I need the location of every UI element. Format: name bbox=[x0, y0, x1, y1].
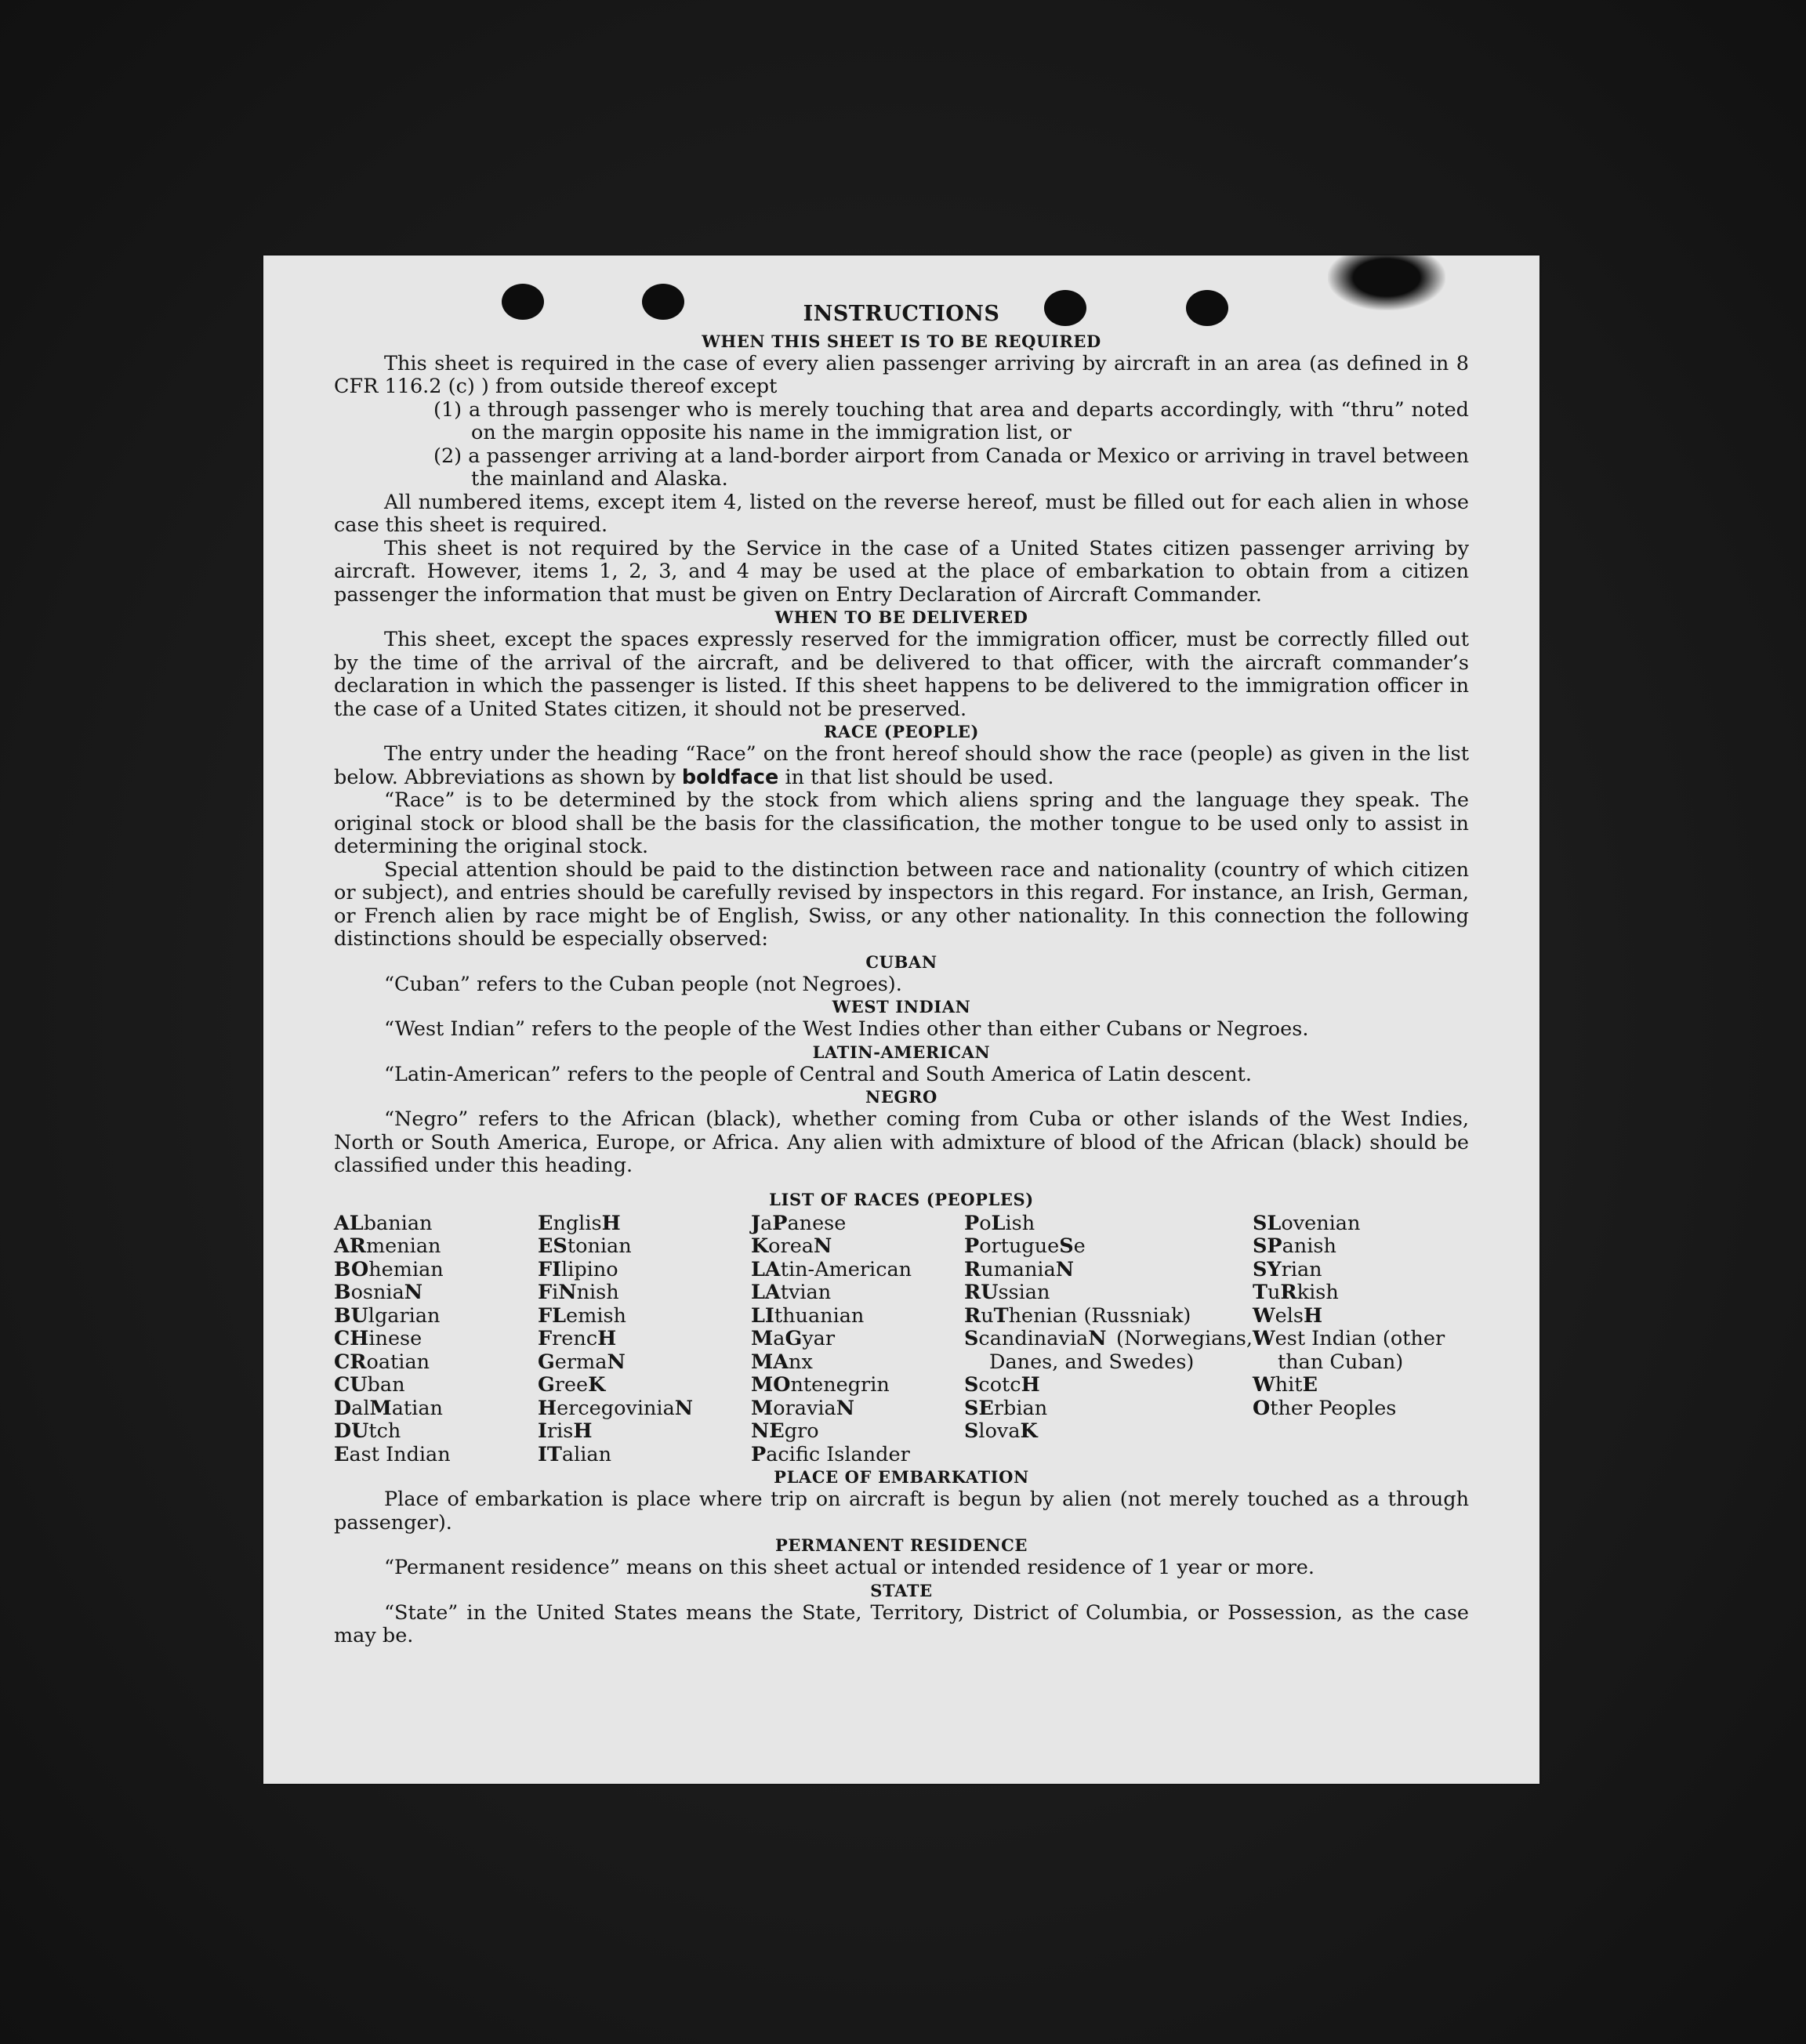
paragraph-delivered: This sheet, except the spaces expressly reserved for the immigration officer, must be correctly filled out by the time of the arrival of the aircraft, and be delivered to that officer, with the aircraft commander’s declaration in which the passenger is listed. If this sheet happens to be delivered to the immigration officer in the case of a United States citizen, it should not be preserved. bbox=[334, 628, 1469, 721]
race-entry bbox=[964, 1235, 1253, 1259]
section-heading-races-list: LIST OF RACES (PEOPLES) bbox=[769, 1189, 1034, 1209]
race-abbreviation: N bbox=[674, 1396, 694, 1420]
paragraph-west-indian: “West Indian” refers to the people of the West Indies other than either Cubans or Negroes. bbox=[384, 1017, 1309, 1041]
race-abbreviation: G bbox=[538, 1350, 555, 1374]
race-abbreviation: K bbox=[588, 1373, 606, 1397]
race-abbreviation: R bbox=[964, 1257, 981, 1281]
race-entry bbox=[1253, 1328, 1469, 1374]
race-name-part: hemian bbox=[368, 1257, 444, 1281]
race-name-part: atian bbox=[391, 1396, 443, 1420]
race-abbreviation: N bbox=[1088, 1327, 1107, 1350]
paragraph-cuban: “Cuban” refers to the Cuban people (not Negroes). bbox=[384, 972, 902, 996]
race-abbreviation: N bbox=[836, 1396, 855, 1420]
races-column bbox=[1253, 1212, 1469, 1467]
race-abbreviation: F bbox=[538, 1281, 553, 1304]
race-entry bbox=[334, 1328, 538, 1351]
paragraph-embarkation: Place of embarkation is place where trip on aircraft is begun by alien (not merely touched as a through passenger). bbox=[334, 1488, 1469, 1535]
race-entry bbox=[334, 1444, 538, 1467]
race-abbreviation: H bbox=[573, 1419, 593, 1443]
race-name-part: orea bbox=[768, 1234, 814, 1258]
race-abbreviation: D bbox=[334, 1396, 352, 1420]
race-name-part: o bbox=[979, 1211, 992, 1235]
race-name-part: rbian bbox=[993, 1396, 1048, 1420]
paragraph-race-nationality: Special attention should be paid to the distinction between race and nationality (country of which citizen or subject), and entries should be carefully revised by inspectors in this regard. For instance, an Irish, German, or French alien by race might be of English, Swiss, or any other nationality. In this connection the following distinctions should be especially observed: bbox=[334, 857, 1469, 951]
race-entry bbox=[334, 1305, 538, 1328]
race-abbreviation: W bbox=[1253, 1327, 1275, 1350]
race-entry bbox=[964, 1328, 1253, 1374]
race-entry bbox=[751, 1328, 964, 1351]
race-name-part: anese bbox=[787, 1211, 847, 1235]
race-abbreviation: M bbox=[751, 1396, 774, 1420]
race-abbreviation: H bbox=[1021, 1373, 1040, 1397]
race-entry bbox=[538, 1328, 751, 1351]
race-name-part: ercegovinia bbox=[557, 1396, 675, 1420]
section-heading-required: WHEN THIS SHEET IS TO BE REQUIRED bbox=[702, 331, 1101, 351]
race-text-bold: boldface bbox=[681, 765, 779, 789]
document-sheet bbox=[263, 256, 1539, 1784]
race-abbreviation: IT bbox=[538, 1442, 562, 1466]
race-entry bbox=[538, 1281, 751, 1305]
race-abbreviation: CR bbox=[334, 1350, 367, 1374]
race-abbreviation: E bbox=[334, 1442, 350, 1466]
race-entry bbox=[751, 1259, 964, 1282]
race-abbreviation: L bbox=[991, 1211, 1006, 1235]
race-abbreviation: W bbox=[1253, 1373, 1275, 1397]
race-entry bbox=[964, 1374, 1253, 1397]
race-abbreviation: K bbox=[751, 1234, 769, 1258]
race-abbreviation: H bbox=[538, 1396, 557, 1420]
race-abbreviation: SP bbox=[1253, 1234, 1282, 1258]
race-abbreviation: FL bbox=[538, 1303, 567, 1328]
race-abbreviation: H bbox=[1303, 1303, 1323, 1328]
race-name-part: i bbox=[552, 1281, 559, 1304]
race-abbreviation: N bbox=[558, 1281, 577, 1304]
race-abbreviation: ES bbox=[538, 1234, 568, 1258]
race-abbreviation: S bbox=[964, 1373, 979, 1397]
race-entry bbox=[334, 1212, 538, 1236]
race-name-part: lova bbox=[978, 1419, 1021, 1443]
race-name-part: lgarian bbox=[368, 1303, 441, 1328]
race-name-part: henian (Russniak) bbox=[1008, 1303, 1191, 1328]
race-abbreviation: T bbox=[993, 1303, 1009, 1328]
race-entry bbox=[334, 1259, 538, 1282]
race-name-part: osnia bbox=[350, 1281, 404, 1304]
race-abbreviation: BU bbox=[334, 1303, 368, 1328]
race-name-part: anish bbox=[1282, 1234, 1336, 1258]
race-abbreviation: NE bbox=[751, 1419, 785, 1443]
race-abbreviation: M bbox=[369, 1396, 392, 1420]
race-entry bbox=[334, 1397, 538, 1421]
race-name-part: a bbox=[760, 1211, 773, 1235]
race-abbreviation: N bbox=[404, 1281, 423, 1304]
race-entry bbox=[1253, 1235, 1469, 1259]
race-abbreviation: BO bbox=[334, 1257, 369, 1281]
race-name-part: acific Islander bbox=[766, 1442, 910, 1466]
race-name-part: cotc bbox=[978, 1373, 1021, 1397]
race-name-part: candinavia bbox=[978, 1327, 1089, 1350]
section-heading-cuban: CUBAN bbox=[865, 951, 937, 972]
race-name-part: hit bbox=[1275, 1373, 1303, 1397]
race-name-part: nish bbox=[576, 1281, 619, 1304]
race-abbreviation: LA bbox=[751, 1281, 781, 1304]
race-name-part: est Indian (other than Cuban) bbox=[1275, 1327, 1445, 1374]
race-name-part: ovenian bbox=[1281, 1211, 1361, 1235]
section-heading-delivered: WHEN TO BE DELIVERED bbox=[774, 607, 1028, 627]
races-column bbox=[538, 1212, 751, 1467]
race-abbreviation: S bbox=[964, 1327, 979, 1350]
race-name-part: thuanian bbox=[774, 1303, 865, 1328]
race-abbreviation: H bbox=[601, 1211, 621, 1235]
section-heading-latin-american: LATIN-AMERICAN bbox=[812, 1042, 991, 1062]
race-text-a: The entry under the heading “Race” on the front hereof should show the race (people) as given in the list below. Abbreviations as shown by bbox=[334, 742, 1469, 789]
section-heading-race: RACE (PEOPLE) bbox=[823, 722, 980, 741]
race-entry bbox=[1253, 1374, 1469, 1397]
races-column bbox=[751, 1212, 964, 1467]
race-abbreviation: J bbox=[751, 1211, 761, 1235]
race-name-part: (Norwegians, Danes, and Swedes) bbox=[989, 1327, 1253, 1374]
race-abbreviation: LA bbox=[751, 1257, 781, 1281]
race-abbreviation: S bbox=[1059, 1234, 1074, 1258]
race-abbreviation: FI bbox=[538, 1257, 562, 1281]
race-abbreviation: E bbox=[1302, 1373, 1318, 1397]
races-list bbox=[334, 1212, 1469, 1467]
race-entry bbox=[1253, 1212, 1469, 1236]
race-name-part: gro bbox=[784, 1419, 819, 1443]
race-entry bbox=[538, 1212, 751, 1236]
race-name-part: erma bbox=[554, 1350, 607, 1374]
races-column bbox=[334, 1212, 538, 1467]
race-name-part: lipino bbox=[561, 1257, 618, 1281]
race-name-part: nglis bbox=[553, 1211, 602, 1235]
race-entry bbox=[751, 1374, 964, 1397]
paragraph-citizen: This sheet is not required by the Service in the case of a United States citizen passenger arriving by aircraft. However, items 1, 2, 3, and 4 may be used at the place of embarkation to obtain from a citizen passenger the information that must be given on Entry Declaration of Aircraft Commander. bbox=[334, 536, 1469, 607]
race-name-part: inese bbox=[368, 1327, 422, 1350]
race-name-part: u bbox=[981, 1303, 994, 1328]
section-heading-state: STATE bbox=[870, 1580, 933, 1600]
race-abbreviation: E bbox=[538, 1211, 553, 1235]
race-name-part: a bbox=[773, 1327, 785, 1350]
race-abbreviation: R bbox=[1280, 1281, 1297, 1304]
race-name-part: ban bbox=[367, 1373, 405, 1397]
paragraph-required: This sheet is required in the case of every alien passenger arriving by aircraft in an area (as defined in 8 CFR 116.2 (c) ) from outside thereof except bbox=[334, 351, 1469, 398]
race-entry bbox=[1253, 1305, 1469, 1328]
race-name-part: rian bbox=[1281, 1257, 1322, 1281]
race-entry bbox=[751, 1397, 964, 1421]
race-abbreviation: P bbox=[964, 1234, 980, 1258]
race-abbreviation: MA bbox=[751, 1350, 789, 1374]
race-entry bbox=[751, 1420, 964, 1444]
instructions-content bbox=[334, 303, 1469, 1648]
race-abbreviation: R bbox=[964, 1303, 981, 1328]
race-abbreviation: CU bbox=[334, 1373, 368, 1397]
race-entry bbox=[1253, 1281, 1469, 1305]
exception-item-1: (1) a through passenger who is merely touching that area and departs accordingly, with “thru” noted on the margin opposite his name in the immigration list, or bbox=[433, 397, 1469, 444]
race-name-part: ortugue bbox=[979, 1234, 1060, 1258]
race-name-part: banian bbox=[363, 1211, 433, 1235]
race-entry bbox=[751, 1351, 964, 1375]
race-name-part: renc bbox=[552, 1327, 598, 1350]
race-abbreviation: S bbox=[964, 1419, 979, 1443]
race-entry bbox=[334, 1351, 538, 1375]
race-abbreviation: P bbox=[964, 1211, 980, 1235]
race-name-part: ther Peoples bbox=[1270, 1396, 1397, 1420]
races-column bbox=[964, 1212, 1253, 1467]
race-abbreviation: N bbox=[814, 1234, 832, 1258]
race-name-part: ree bbox=[554, 1373, 589, 1397]
race-abbreviation: W bbox=[1253, 1303, 1275, 1328]
race-text-b: in that list should be used. bbox=[778, 765, 1054, 789]
race-entry bbox=[538, 1259, 751, 1282]
race-entry bbox=[964, 1420, 1253, 1444]
race-abbreviation: G bbox=[785, 1327, 803, 1350]
race-name-part: tvian bbox=[780, 1281, 832, 1304]
paragraph-numbered-items: All numbered items, except item 4, listed on the reverse hereof, must be filled out for each alien in whose case this sheet is required. bbox=[334, 490, 1469, 537]
race-entry bbox=[538, 1374, 751, 1397]
race-entry bbox=[538, 1397, 751, 1421]
race-abbreviation: P bbox=[772, 1211, 788, 1235]
race-entry bbox=[964, 1305, 1253, 1328]
race-entry bbox=[334, 1374, 538, 1397]
section-heading-negro: NEGRO bbox=[865, 1087, 937, 1107]
race-name-part: ris bbox=[546, 1419, 574, 1443]
race-abbreviation: M bbox=[751, 1327, 774, 1350]
race-name-part: ast Indian bbox=[349, 1442, 451, 1466]
race-abbreviation: N bbox=[1055, 1257, 1075, 1281]
race-entry bbox=[751, 1235, 964, 1259]
race-entry bbox=[751, 1305, 964, 1328]
race-name-part: nx bbox=[789, 1350, 813, 1374]
race-abbreviation: F bbox=[538, 1327, 553, 1350]
paragraph-state: “State” in the United States means the State, Territory, District of Columbia, or Possession, as the case may be. bbox=[334, 1600, 1469, 1647]
race-abbreviation: H bbox=[597, 1327, 617, 1350]
race-name-part: u bbox=[1267, 1281, 1281, 1304]
race-name-part: ntenegrin bbox=[790, 1373, 890, 1397]
race-name-part: e bbox=[1073, 1234, 1086, 1258]
race-entry bbox=[538, 1420, 751, 1444]
race-abbreviation: K bbox=[1020, 1419, 1038, 1443]
race-entry bbox=[751, 1281, 964, 1305]
race-abbreviation: MO bbox=[751, 1373, 791, 1397]
page-title: INSTRUCTIONS bbox=[803, 302, 1000, 326]
race-name-part: oatian bbox=[366, 1350, 430, 1374]
paragraph-residence: “Permanent residence” means on this sheet actual or intended residence of 1 year or more. bbox=[384, 1556, 1315, 1579]
race-entry bbox=[334, 1420, 538, 1444]
section-heading-embarkation: PLACE OF EMBARKATION bbox=[774, 1467, 1029, 1487]
race-entry bbox=[538, 1351, 751, 1375]
race-entry bbox=[964, 1397, 1253, 1421]
race-name-part: ssian bbox=[998, 1281, 1050, 1304]
paragraph-race-entry bbox=[334, 743, 1469, 789]
race-abbreviation: G bbox=[538, 1373, 555, 1397]
race-abbreviation: RU bbox=[964, 1281, 999, 1304]
race-abbreviation: AL bbox=[334, 1211, 364, 1235]
race-abbreviation: I bbox=[538, 1419, 547, 1443]
race-entry bbox=[751, 1212, 964, 1236]
race-entry bbox=[1253, 1259, 1469, 1282]
section-heading-residence: PERMANENT RESIDENCE bbox=[774, 1535, 1028, 1555]
race-abbreviation: CH bbox=[334, 1327, 369, 1350]
exception-item-2: (2) a passenger arriving at a land-border airport from Canada or Mexico or arriving in travel between the mainland and Alaska. bbox=[433, 444, 1469, 491]
race-entry bbox=[538, 1444, 751, 1467]
paragraph-race-stock: “Race” is to be determined by the stock from which aliens spring and the language they speak. The original stock or blood shall be the basis for the classification, the mother tongue to be used only to assist in determining the original stock. bbox=[334, 788, 1469, 858]
paragraph-negro: “Negro” refers to the African (black), whether coming from Cuba or other islands of the West Indies, North or South America, Europe, or Africa. Any alien with admixture of blood of the African (black) should be classified under this heading. bbox=[334, 1107, 1469, 1177]
race-entry bbox=[751, 1444, 964, 1467]
race-name-part: menian bbox=[365, 1234, 441, 1258]
race-entry bbox=[964, 1259, 1253, 1282]
race-entry bbox=[334, 1281, 538, 1305]
race-name-part: tonian bbox=[567, 1234, 632, 1258]
race-name-part: tin-American bbox=[780, 1257, 912, 1281]
race-name-part: oravia bbox=[773, 1396, 836, 1420]
race-abbreviation: LI bbox=[751, 1303, 774, 1328]
race-abbreviation: P bbox=[751, 1442, 767, 1466]
race-entry bbox=[334, 1235, 538, 1259]
paragraph-latin-american: “Latin-American” refers to the people of Central and South America of Latin descent. bbox=[384, 1062, 1253, 1086]
race-abbreviation: O bbox=[1253, 1396, 1271, 1420]
race-name-part: yar bbox=[802, 1327, 836, 1350]
race-name-part: ish bbox=[1005, 1211, 1035, 1235]
race-name-part: kish bbox=[1296, 1281, 1339, 1304]
race-name-part: els bbox=[1275, 1303, 1304, 1328]
race-name-part: umania bbox=[981, 1257, 1056, 1281]
race-abbreviation: T bbox=[1253, 1281, 1267, 1304]
race-abbreviation: SY bbox=[1253, 1257, 1282, 1281]
race-name-part: al bbox=[351, 1396, 370, 1420]
race-entry bbox=[964, 1212, 1253, 1236]
race-abbreviation: N bbox=[607, 1350, 626, 1374]
race-abbreviation: SE bbox=[964, 1396, 994, 1420]
race-abbreviation: AR bbox=[334, 1234, 366, 1258]
race-entry bbox=[538, 1235, 751, 1259]
race-entry bbox=[964, 1281, 1253, 1305]
section-heading-west-indian: WEST INDIAN bbox=[832, 997, 971, 1017]
race-name-part: tch bbox=[368, 1419, 401, 1443]
race-abbreviation: SL bbox=[1253, 1211, 1282, 1235]
race-entry bbox=[538, 1305, 751, 1328]
race-entry bbox=[1253, 1397, 1469, 1421]
race-abbreviation: DU bbox=[334, 1419, 369, 1443]
race-name-part: alian bbox=[561, 1442, 612, 1466]
race-name-part: emish bbox=[566, 1303, 626, 1328]
race-abbreviation: B bbox=[334, 1281, 351, 1304]
